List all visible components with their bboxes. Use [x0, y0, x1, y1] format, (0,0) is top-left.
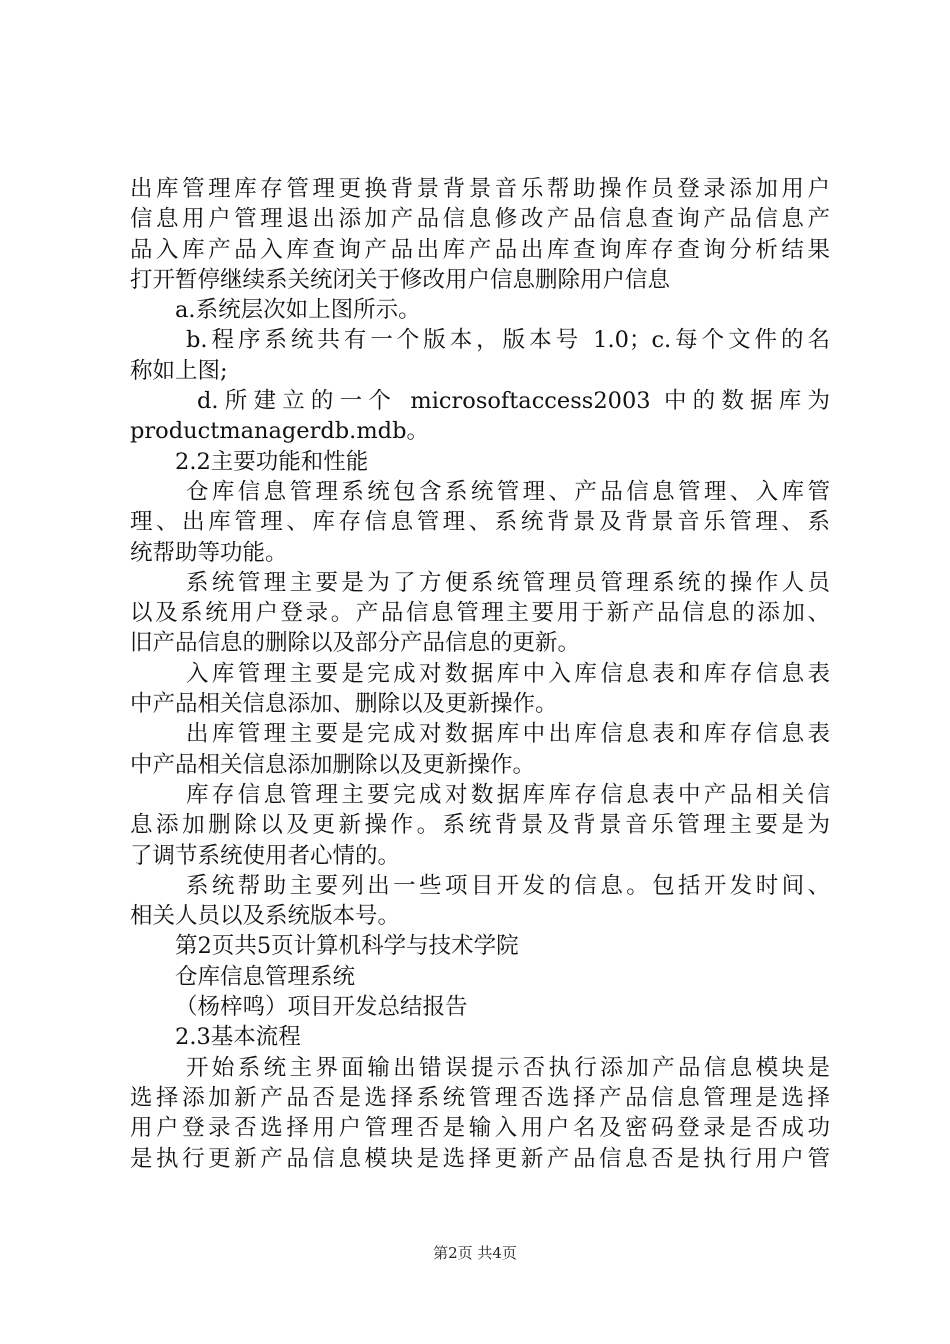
text-line: 中产品相关信息添加删除以及更新操作。	[130, 751, 536, 778]
text-line: 开始系统主界面输出错误提示否执行添加产品信息模块是	[186, 1054, 830, 1081]
text-line: 以及系统用户登录。产品信息管理主要用于新产品信息的添加、	[130, 600, 830, 627]
text-line: 中产品相关信息添加、删除以及更新操作。	[130, 691, 558, 718]
text-line: 旧产品信息的删除以及部分产品信息的更新。	[130, 630, 581, 657]
text-line: b.程序系统共有一个版本，版本号 1.0；c.每个文件的名	[186, 327, 830, 354]
section-heading: 2.2主要功能和性能	[175, 448, 369, 475]
text-line: d.所建立的一个 microsoftaccess2003 中的数据库为	[197, 388, 830, 415]
text-line: 信息用户管理退出添加产品信息修改产品信息查询产品信息产	[130, 206, 830, 233]
text-line: 系统管理主要是为了方便系统管理员管理系统的操作人员	[186, 569, 830, 596]
page-footer: 第2页 共4页	[433, 1244, 517, 1262]
text-line: 称如上图;	[130, 357, 228, 384]
text-line: 出库管理库存管理更换背景背景音乐帮助操作员登录添加用户	[130, 176, 830, 202]
text-line: 理、出库管理、库存信息管理、系统背景及背景音乐管理、系	[130, 509, 830, 536]
text-line: 仓库信息管理系统包含系统管理、产品信息管理、入库管	[186, 478, 830, 505]
text-line: 库存信息管理主要完成对数据库库存信息表中产品相关信	[186, 781, 830, 808]
text-line: 打开暂停继续系关统闭关于修改用户信息删除用户信息	[130, 266, 671, 293]
report-title-line: （杨梓鸣）项目开发总结报告	[175, 994, 468, 1021]
text-line: 品入库产品入库查询产品出库产品出库查询库存查询分析结果	[130, 236, 830, 263]
text-line: 统帮助等功能。	[130, 539, 288, 566]
document-title-line: 仓库信息管理系统	[175, 963, 356, 990]
page-info-line: 第2页共5页计算机科学与技术学院	[175, 933, 519, 960]
text-line: 入库管理主要是完成对数据库中入库信息表和库存信息表	[186, 660, 830, 687]
text-line: 选择添加新产品否是选择系统管理否选择产品信息管理是选择	[130, 1084, 830, 1111]
text-line: 出库管理主要是完成对数据库中出库信息表和库存信息表	[186, 721, 830, 748]
text-line: 相关人员以及系统版本号。	[130, 903, 401, 930]
section-heading: 2.3基本流程	[175, 1024, 301, 1051]
document-body	[130, 174, 830, 1174]
text-line: 系统帮助主要列出一些项目开发的信息。包括开发时间、	[186, 872, 830, 899]
text-line: 是执行更新产品信息模块是选择更新产品信息否是执行用户管	[130, 1145, 830, 1172]
text-line: 用户登录否选择用户管理否是输入用户名及密码登录是否成功	[130, 1115, 830, 1142]
text-line: a.系统层次如上图所示。	[175, 297, 421, 324]
text-line: 息添加删除以及更新操作。系统背景及背景音乐管理主要是为	[130, 812, 830, 839]
text-line: 了调节系统使用者心情的。	[130, 842, 401, 869]
text-line: productmanagerdb.mdb。	[130, 418, 429, 445]
